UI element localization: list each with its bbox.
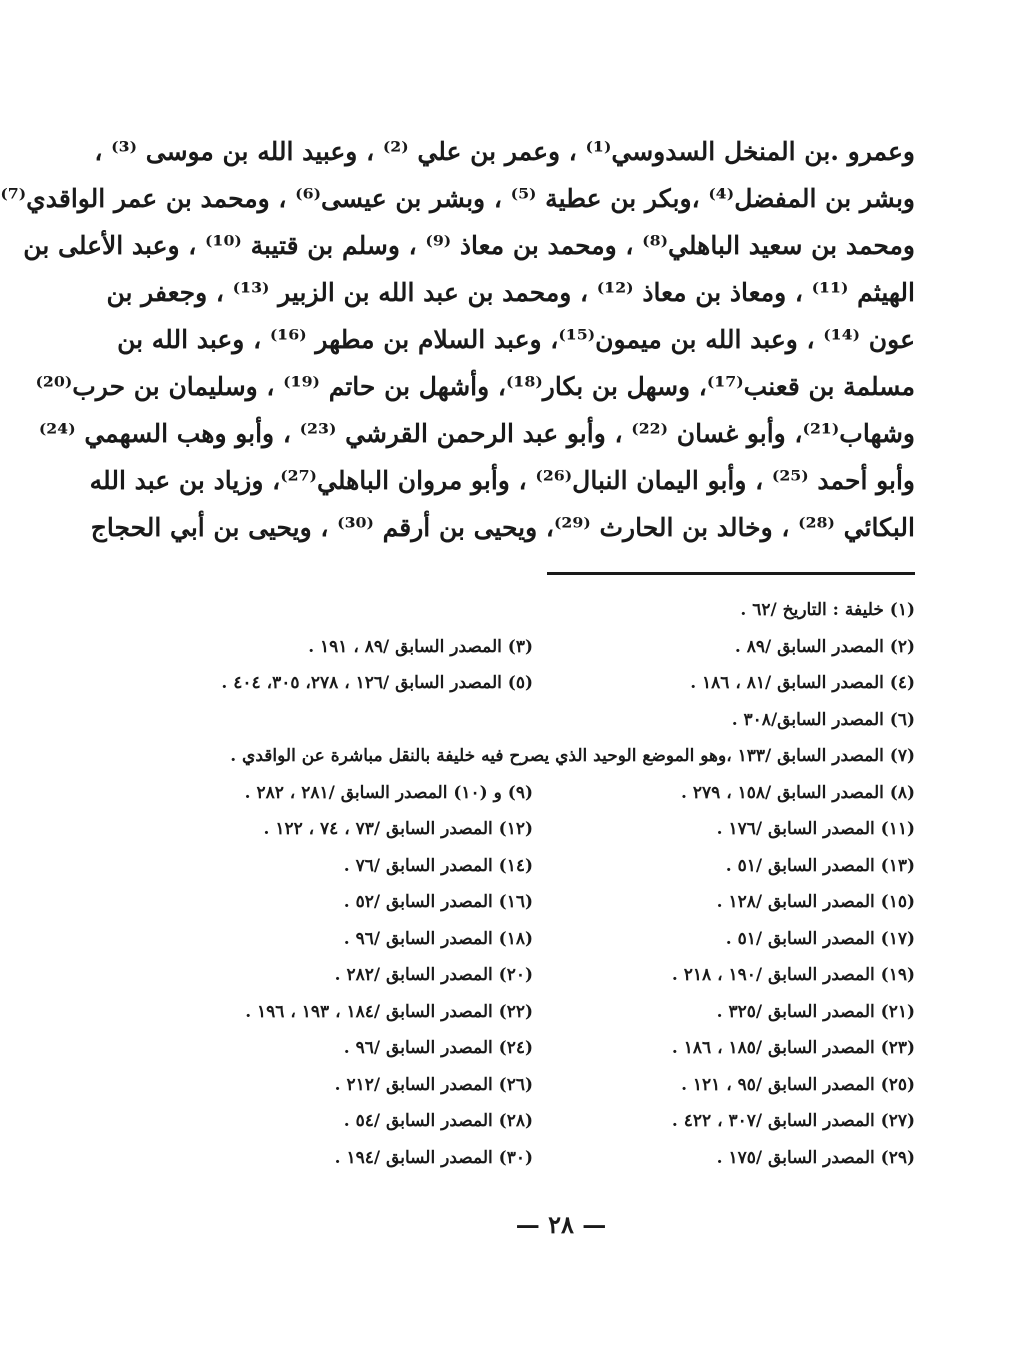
footnote-11: (١١) المصدر السابق /١٧٦ . — [716, 819, 915, 839]
footnote-3: (٣) المصدر السابق /٨٩ ، ١٩١ . — [308, 636, 533, 657]
footnote-row — [187, 1140, 915, 1177]
footnote-17: (١٧) المصدر السابق /٥١ . — [725, 928, 915, 949]
footnote-22: (٢٢) المصدر السابق /١٨٤ ، ١٩٣ ، ١٩٦ . — [245, 1001, 533, 1022]
footnote-29: (٢٩) المصدر السابق /١٧٥ . — [716, 1147, 915, 1168]
footnote-18: (١٨) المصدر السابق /٩٦ . — [343, 928, 533, 949]
footnote-separator — [547, 572, 915, 575]
footnote-20: (٢٠) المصدر السابق /٢٨٢ . — [334, 965, 533, 985]
footnote-row — [187, 702, 915, 739]
footnote-row — [187, 1103, 915, 1140]
footnote-2: (٢) المصدر السابق /٨٩ . — [734, 636, 915, 657]
footnote-12: (١٢) المصدر السابق /٧٣ ، ٧٤ ، ١٢٢ . — [263, 819, 533, 839]
footnote-16: (١٦) المصدر السابق /٥٢ . — [343, 892, 533, 912]
footnote-25: (٢٥) المصدر السابق /٩٥ ، ١٢١ . — [681, 1074, 915, 1095]
footnote-row — [187, 1067, 915, 1104]
footnote-row — [187, 811, 915, 848]
footnote-19: (١٩) المصدر السابق /١٩٠ ، ٢١٨ . — [671, 965, 915, 985]
footnote-row — [187, 848, 915, 885]
footnote-row — [187, 738, 915, 775]
footnote-15: (١٥) المصدر السابق /١٢٨ . — [716, 892, 915, 912]
footnote-21: (٢١) المصدر السابق /٣٢٥ . — [716, 1001, 915, 1022]
footnotes — [187, 592, 915, 1176]
footnote-row — [187, 1030, 915, 1067]
footnote-13: (١٣) المصدر السابق /٥١ . — [725, 855, 915, 876]
footnote-4: (٤) المصدر السابق /٨١ ، ١٨٦ . — [690, 673, 915, 693]
footnote-30: (٣٠) المصدر السابق /١٩٤ . — [334, 1147, 533, 1168]
body-line: وبشر بن المفضل⁽⁴⁾ ،وبكر بن عطية ⁽⁵⁾ ، وبشر بن عيسى⁽⁶⁾ ، ومحمد بن عمر الواقدي⁽⁷⁾ — [0, 184, 915, 213]
body-line: وأبو أحمد ⁽²⁵⁾ ، وأبو اليمان النبال⁽²⁶⁾ ، وأبو مروان الباهلي⁽²⁷⁾، وزياد بن عبد الله — [89, 466, 915, 495]
body-line: وشهاب⁽²¹⁾، وأبو غسان ⁽²²⁾ ، وأبو عبد الرحمن القرشي ⁽²³⁾ ، وأبو وهب السهمي ⁽²⁴⁾ — [38, 419, 915, 448]
footnote-14: (١٤) المصدر السابق /٧٦ . — [343, 855, 533, 876]
footnote-row — [187, 994, 915, 1031]
footnote-row — [187, 775, 915, 812]
body-line: وعمرو .بن المنخل السدوسي⁽¹⁾ ، وعمر بن علي ⁽²⁾ ، وعبيد الله بن موسى ⁽³⁾ ، — [94, 137, 915, 166]
footnote-row — [187, 629, 915, 666]
footnote-8: (٨) المصدر السابق /١٥٨ ، ٢٧٩ . — [681, 782, 915, 803]
body-line: البكائي ⁽²⁸⁾ ، وخالد بن الحارث ⁽²⁹⁾، ويحيى بن أرقم ⁽³⁰⁾ ، ويحيى بن أبي الحجاج — [90, 513, 915, 542]
footnote-24: (٢٤) المصدر السابق /٩٦ . — [343, 1038, 533, 1058]
footnote-6: (٦) المصدر السابق/٣٠٨ . — [731, 709, 915, 730]
footnote-row — [187, 957, 915, 994]
body-line: مسلمة بن قعنب⁽¹⁷⁾، وسهل بن بكار⁽¹⁸⁾، وأشهل بن حاتم ⁽¹⁹⁾ ، وسليمان بن حرب⁽²⁰⁾ — [35, 372, 915, 401]
body-text — [0, 128, 915, 551]
footnote-9-10: (٩) و (١٠) المصدر السابق /٢٨١ ، ٢٨٢ . — [244, 782, 533, 803]
footnote-row — [187, 921, 915, 958]
body-line: ومحمد بن سعيد الباهلي⁽⁸⁾ ، ومحمد بن معاذ ⁽⁹⁾ ، وسلم بن قتيبة ⁽¹⁰⁾ ، وعبد الأعلى بن — [23, 231, 915, 260]
footnote-row — [187, 665, 915, 702]
footnote-row — [187, 592, 915, 629]
footnote-5: (٥) المصدر السابق /١٢٦ ، ٢٧٨، ٣٠٥، ٤٠٤ . — [221, 673, 533, 693]
body-line: عون ⁽¹⁴⁾ ، وعبد الله بن ميمون⁽¹⁵⁾، وعبد السلام بن مطهر ⁽¹⁶⁾ ، وعبد الله بن — [117, 325, 915, 354]
footnote-1: (١) خليفة : التاريخ /٦٢ . — [740, 600, 915, 620]
footnote-28: (٢٨) المصدر السابق /٥٤ . — [343, 1111, 533, 1131]
page-number: — ٢٨ — — [515, 1210, 607, 1239]
footnote-row — [187, 884, 915, 921]
footnote-23: (٢٣) المصدر السابق /١٨٥ ، ١٨٦ . — [671, 1038, 915, 1058]
body-line: الهيثم ⁽¹¹⁾ ، ومعاذ بن معاذ ⁽¹²⁾ ، ومحمد بن عبد الله بن الزبير ⁽¹³⁾ ، وجعفر بن — [106, 278, 915, 307]
footnote-26: (٢٦) المصدر السابق /٢١٢ . — [334, 1074, 533, 1095]
footnote-7: (٧) المصدر السابق /١٣٣ ،وهو الموضع الوحيد الذي يصرح فيه خليفة بالنقل مباشرة عن الواقدي . — [230, 746, 915, 766]
footnote-27: (٢٧) المصدر السابق /٣٠٧ ، ٤٢٢ . — [671, 1111, 915, 1131]
